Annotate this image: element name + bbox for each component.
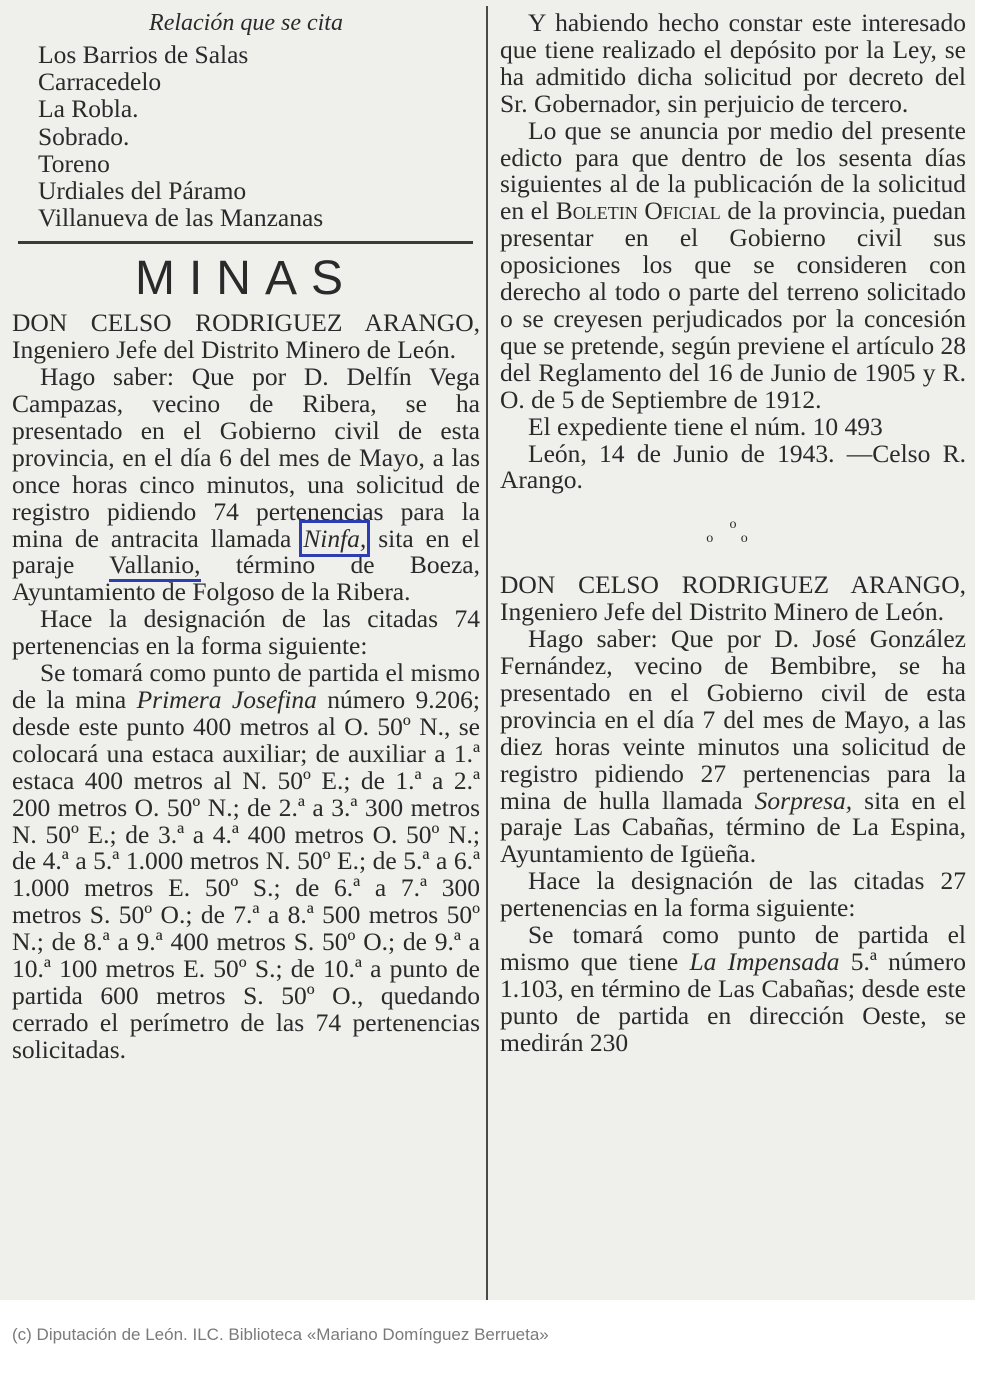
date-signature: León, 14 de Junio de 1943. —Celso R. Arango. [500, 438, 966, 495]
notice-paragraph [500, 922, 966, 1057]
place-item: Los Barrios de Salas [38, 39, 249, 69]
place-list [12, 41, 480, 231]
section-rule [18, 241, 473, 244]
place-item: Sobrado. [38, 121, 130, 151]
paragraph-text: sita en el paraje Las Cabañas, término de La Espina, Ayuntamiento de Igüeña. [500, 785, 966, 869]
italic-mine-name: La Impensada [689, 947, 840, 976]
notice-heading: DON CELSO RODRIGUEZ ARANGO, Ingeniero Jefe del Distrito Minero de León. [500, 570, 966, 627]
ornament: o [729, 517, 737, 533]
notice-paragraph: Hace la designación de las citadas 27 pertenencias en la forma siguiente: [500, 866, 966, 923]
right-column [500, 10, 966, 1057]
notice-paragraph: Hace la designación de las citadas 74 pertenencias en la forma siguiente: [12, 604, 480, 661]
italic-mine-name: Primera Josefina [136, 685, 317, 715]
place-item: Villanueva de las Manzanas [38, 203, 324, 233]
place-item: Toreno [38, 148, 110, 178]
notice-paragraph [500, 115, 967, 414]
paragraph-text: Se tomará como punto de partida el mismo de la mina [12, 658, 480, 715]
ornament: o o [706, 531, 760, 547]
paragraph-text: 5.ª número 1.103, en término de Las Cabañas; desde este punto de partida en dirección Oeste, se medirán 230 [500, 947, 966, 1057]
file-number: El expediente tiene el núm. 10 493 [528, 411, 883, 441]
notice-paragraph [12, 660, 480, 1064]
copyright-footer: (c) Diputación de León. ILC. Biblioteca «Mariano Domínguez Berrueta» [12, 1325, 549, 1344]
paragraph-text: Se tomará como punto de partida el mismo que tiene [500, 920, 966, 976]
section-title: MINAS [134, 252, 357, 306]
notice-heading: DON CELSO RODRIGUEZ ARANGO, Ingeniero Jefe del Distrito Minero de León. [12, 308, 480, 365]
underlined-place-name: Vallanio, [109, 550, 200, 582]
paragraph-text: número 9.206; desde este punto 400 metros al O. 50º N., se colocará una estaca auxiliar; de auxiliar a 1.ª estaca 400 metros al N. 50º E.; de 1.ª a 2.ª 200 metros O. 50º N.; de 2.ª a 3.ª 300 metros N. 50º E.; de 3.ª a 4.ª 400 metros O. 50º N.; de 4.ª a 5.ª 1.000 metros N. 50º E.; de 5.ª a 6.ª 1.000 metros E. 50º S.; de 6.ª a 7.ª 300 metros S. 50º O.; de 7.ª a 8.ª 500 metros 50º N.; de 8.ª a 9.ª 400 metros S. 50º O.; de 9.ª a 10.ª 100 metros E. 50º S.; de 10.ª a punto de partida 600 metros S. 50º O., quedando cerrado el perímetro de las 74 pertenencias solicitadas. [12, 685, 480, 1064]
paragraph-text: Lo que se anuncia por medio del presente edicto para que dentro de los sesenta días siguientes al de la publicación de la solicitud en el [500, 115, 966, 226]
paragraph-text: Hago saber: Que por D. Delfín Vega Campazas, vecino de Ribera, se ha presentado en el Gobierno civil de esta provincia, en el día 6 del mes de Mayo, a las once horas cinco minutos, una solicitud de registro pidiendo 74 pertenencias para la mina de antracita llamada [12, 362, 480, 553]
boletin-name: Boletin Oficial [555, 196, 721, 226]
paragraph-text: de la provincia, puedan presentar en el Gobierno civil sus oposiciones los que se consideren con derecho al todo o parte del terreno solicitado o se creyesen perjudicados por la concesión que se pretende, según previene el artículo 28 del Reglamento del 16 de Junio de 1905 y R. O. de 5 de Septiembre de 1912. [500, 196, 967, 414]
list-caption: Relación que se cita [149, 10, 343, 36]
paragraph-text: sita en el paraje [12, 523, 480, 580]
italic-mine-name: Sorpresa, [754, 785, 853, 815]
highlighted-mine-name: Ninfa, [303, 523, 367, 553]
notice-paragraph [500, 626, 966, 868]
place-item: La Robla. [38, 94, 139, 124]
paragraph-text: Hago saber: Que por D. José González Fernández, vecino de Bembibre, se ha presentado en el Gobierno civil de esta provincia en el día 7 del mes de Mayo, a las diez horas veinte minutos una solicitud de registro pidiendo 27 pertenencias para la mina de hulla llamada [500, 624, 966, 815]
notice-paragraph [12, 364, 480, 606]
left-column [12, 10, 480, 1064]
place-item: Carracedelo [38, 67, 162, 97]
place-item: Urdiales del Páramo [38, 175, 247, 205]
notice-paragraph: Y habiendo hecho constar este interesado que tiene realizado el depósito por la Ley, se ha admitido dicha solicitud por decreto del Sr. Gobernador, sin perjuicio de tercero. [500, 8, 966, 118]
column-divider [486, 6, 488, 1300]
paragraph-text: término de Boeza, Ayuntamiento de Folgoso de la Ribera. [12, 550, 480, 607]
